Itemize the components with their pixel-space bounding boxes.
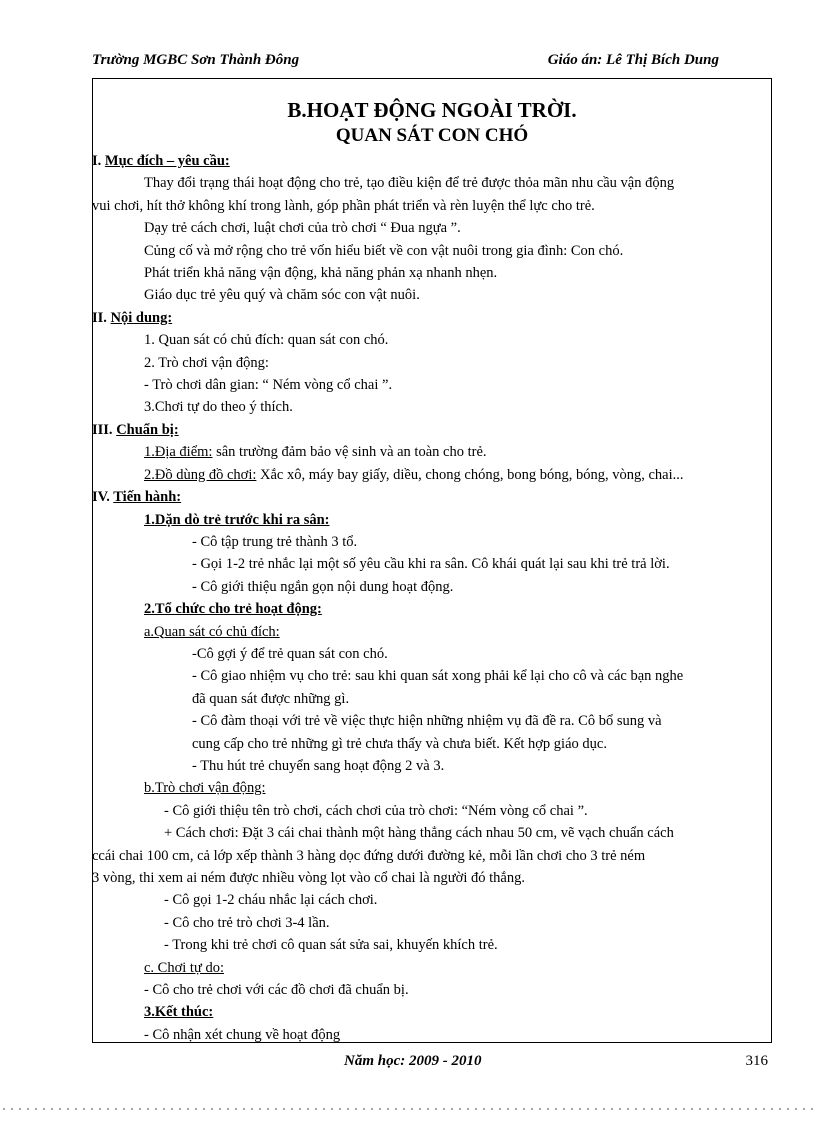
paragraph: Thay đổi trạng thái hoạt động cho trẻ, tạo điều kiện để trẻ được thỏa mãn nhu cầu vận động xyxy=(144,175,675,192)
document-body xyxy=(92,150,772,1046)
list-item: - Trò chơi dân gian: “ Ném vòng cổ chai ”. xyxy=(144,377,393,394)
section-heading-4: IV. Tiến hành: xyxy=(92,489,182,506)
list-item: - Gọi 1-2 trẻ nhắc lại một số yêu cầu khi ra sân. Cô khái quát lại sau khi trẻ trả lời. xyxy=(192,556,670,573)
list-item: - Cô giới thiệu ngắn gọn nội dung hoạt động. xyxy=(192,578,454,595)
subsection-label: c. Chơi tự do: xyxy=(144,959,224,976)
list-item: 1.Địa điểm: sân trường đảm bảo vệ sinh và an toàn cho trẻ. xyxy=(144,444,487,461)
paragraph: vui chơi, hít thở không khí trong lành, góp phần phát triển và rèn luyện thể lực cho trẻ. xyxy=(92,197,595,214)
page-title: B.HOẠT ĐỘNG NGOÀI TRỜI. xyxy=(287,98,577,122)
list-item: - Cô giao nhiệm vụ cho trẻ: sau khi quan sát xong phải kể lại cho cô và các bạn nghe xyxy=(192,668,684,685)
list-item: - Trong khi trẻ chơi cô quan sát sửa sai, khuyến khích trẻ. xyxy=(164,937,498,954)
list-item: 3.Chơi tự do theo ý thích. xyxy=(144,399,293,416)
list-item: ccái chai 100 cm, cả lớp xếp thành 3 hàng dọc đứng dưới đường kẻ, mỗi lần chơi cho 3 trẻ ném xyxy=(92,847,646,864)
list-item: 2.Đồ dùng đồ chơi: Xắc xô, máy bay giấy, diều, chong chóng, bong bóng, bóng, vòng, chai... xyxy=(144,466,684,483)
list-item: 3 vòng, thi xem ai ném được nhiều vòng lọt vào cổ chai là người đó thắng. xyxy=(92,870,525,886)
paragraph: Dạy trẻ cách chơi, luật chơi của trò chơi “ Đua ngựa ”. xyxy=(144,220,461,237)
list-item: - Cô giới thiệu tên trò chơi, cách chơi của trò chơi: “Ném vòng cổ chai ”. xyxy=(164,802,588,819)
subsection-heading: 2.Tổ chức cho trẻ hoạt động: xyxy=(144,601,322,618)
page-border-top xyxy=(92,78,772,79)
header-author: Giáo án: Lê Thị Bích Dung xyxy=(547,52,719,68)
list-item: 1. Quan sát có chủ đích: quan sát con chó. xyxy=(144,332,389,349)
list-item: - Cô cho trẻ chơi với các đồ chơi đã chuẩn bị. xyxy=(144,982,409,999)
subsection-heading: 3.Kết thúc: xyxy=(144,1004,214,1021)
subsection-label: a.Quan sát có chủ đích: xyxy=(144,623,280,640)
paragraph: Phát triển khả năng vận động, khả năng phản xạ nhanh nhẹn. xyxy=(144,265,498,282)
list-item: - Cô cho trẻ trò chơi 3-4 lần. xyxy=(164,914,330,931)
subsection-label: b.Trò chơi vận động: xyxy=(144,780,266,797)
section-heading-2: II. Nội dung: xyxy=(92,309,173,326)
list-item: - Cô gọi 1-2 cháu nhắc lại cách chơi. xyxy=(164,892,378,909)
paragraph: Củng cố và mở rộng cho trẻ vốn hiểu biết về con vật nuôi trong gia đình: Con chó. xyxy=(144,242,624,259)
list-item: đã quan sát được những gì. xyxy=(192,690,350,707)
list-item: cung cấp cho trẻ những gì trẻ chưa thấy và chưa biết. Kết hợp giáo dục. xyxy=(192,735,607,752)
list-item: 2. Trò chơi vận động: xyxy=(144,354,269,371)
page-subtitle: QUAN SÁT CON CHÓ xyxy=(335,125,529,146)
footer-school-year: Năm học: 2009 - 2010 xyxy=(344,1053,482,1069)
subsection-heading: 1.Dặn dò trẻ trước khi ra sân: xyxy=(144,511,330,528)
section-heading-3: III. Chuẩn bị: xyxy=(92,421,179,438)
header-school: Trường MGBC Sơn Thành Đông xyxy=(92,52,300,68)
list-item: - Cô đàm thoại với trẻ về việc thực hiện những nhiệm vụ đã đề ra. Cô bổ sung và xyxy=(192,713,662,730)
section-heading-1: I. Mục đích – yêu cầu: xyxy=(92,153,230,169)
page-number: 316 xyxy=(745,1053,768,1069)
list-item: + Cách chơi: Đặt 3 cái chai thành một hàng thẳng cách nhau 50 cm, vẽ vạch chuẩn cách xyxy=(164,825,674,842)
bottom-dotted-line xyxy=(0,1108,816,1110)
paragraph: Giáo dục trẻ yêu quý và chăm sóc con vật nuôi. xyxy=(144,287,420,304)
list-item: - Thu hút trẻ chuyển sang hoạt động 2 và 3. xyxy=(192,757,445,774)
list-item: -Cô gợi ý để trẻ quan sát con chó. xyxy=(192,645,388,662)
list-item: - Cô nhận xét chung về hoạt động xyxy=(144,1026,341,1043)
list-item: - Cô tập trung trẻ thành 3 tổ. xyxy=(192,533,358,550)
